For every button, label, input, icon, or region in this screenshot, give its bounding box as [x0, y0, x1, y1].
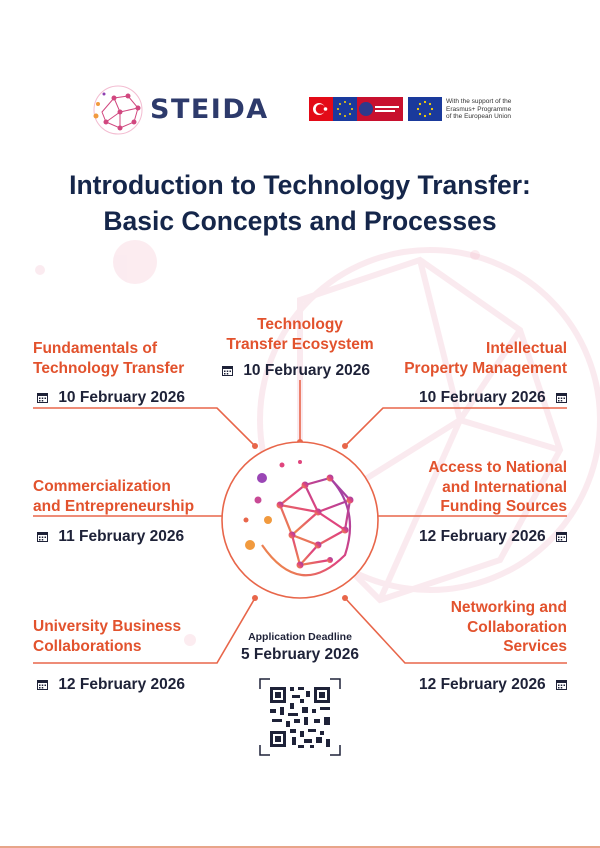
calendar-icon [37, 531, 48, 542]
session-title-networking: Networking and Collaboration Services [450, 599, 567, 655]
deadline-date: 5 February 2026 [240, 646, 360, 663]
calendar-icon [222, 365, 233, 376]
session-date-funding: 12 February 2026 [419, 527, 567, 546]
calendar-icon [556, 679, 567, 690]
session-title-funding: Access to National and International Funding Sources [428, 459, 567, 515]
national-agency-logo [357, 97, 403, 121]
session-date-ip: 10 February 2026 [419, 388, 567, 407]
session-date-commercialization: 11 February 2026 [37, 527, 184, 546]
calendar-icon [556, 531, 567, 542]
eu-flag-small [333, 97, 357, 121]
session-date-fundamentals: 10 February 2026 [37, 388, 185, 407]
session-title-ecosystem: Technology Transfer Ecosystem [226, 316, 374, 353]
deadline-label: Application Deadline [248, 631, 352, 643]
steida-logo-icon [88, 82, 146, 138]
steida-logo [88, 82, 288, 138]
session-title-fundamentals: Fundamentals of Technology Transfer [33, 340, 185, 377]
calendar-icon [37, 392, 48, 403]
session-date-university: 12 February 2026 [37, 675, 185, 694]
session-title-ip: Intellectual Property Management [404, 340, 567, 377]
session-date-networking: 12 February 2026 [419, 675, 567, 694]
brand-name: STEIDA [150, 94, 269, 125]
qr-code[interactable] [258, 677, 342, 757]
page-title: Introduction to Technology Transfer: Basic Concepts and Processes [69, 170, 531, 236]
calendar-icon [37, 679, 48, 690]
turkish-flag [309, 97, 333, 121]
erasmus-support-text: With the support of the Erasmus+ Programme of the European Union [446, 98, 512, 120]
session-title-university: University Business Collaborations [33, 618, 182, 655]
session-title-commercialization: Commercialization and Entrepreneurship [33, 478, 195, 515]
eu-flag [408, 97, 442, 121]
calendar-icon [556, 392, 567, 403]
session-date-ecosystem: 10 February 2026 [222, 361, 370, 380]
